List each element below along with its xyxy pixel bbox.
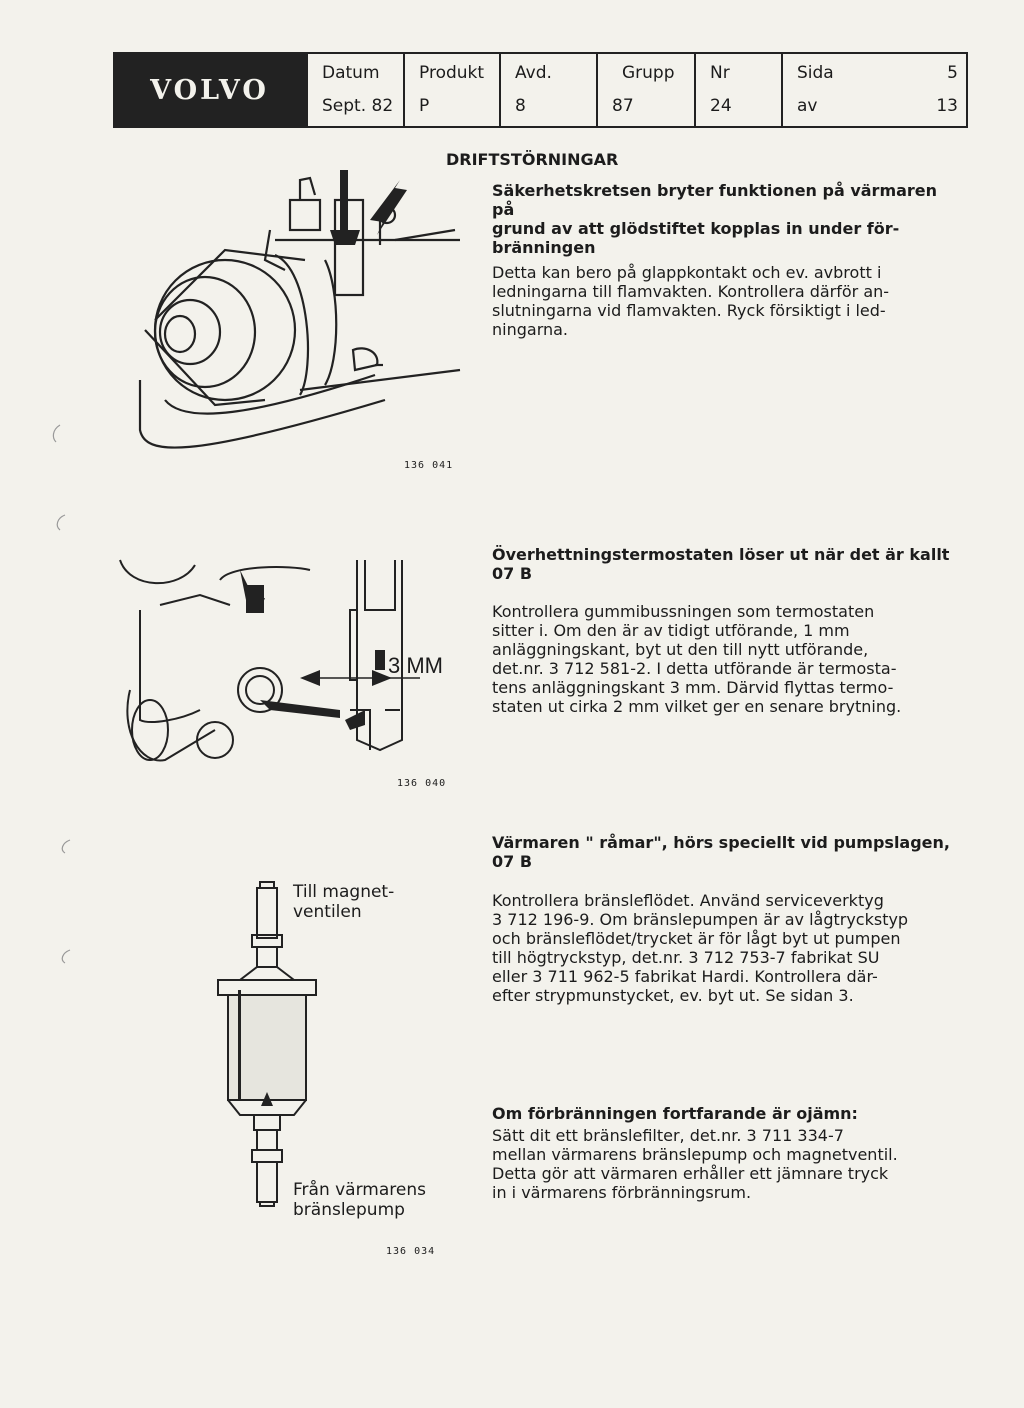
thermostat-illustration	[120, 550, 420, 775]
sida-cell	[781, 54, 966, 126]
figure2-number: 136 040	[397, 778, 447, 789]
section1-body	[492, 263, 962, 339]
section1-body-line: Detta kan bero på glappkontakt och ev. avbrott i	[492, 263, 882, 282]
filter-label-bottom	[293, 1180, 426, 1220]
figure1-number: 136 041	[404, 460, 454, 471]
grupp-label: Grupp	[622, 63, 675, 83]
avd-cell	[499, 54, 596, 126]
section4-body-line: Sätt dit ett bränslefilter, det.nr. 3 711 334-7	[492, 1126, 844, 1145]
section3-body-line: efter strypmunstycket, ev. byt ut. Se sidan 3.	[492, 986, 854, 1005]
section1-heading-line: grund av att glödstiftet kopplas in under för-	[492, 219, 900, 238]
datum-label: Datum	[322, 63, 380, 83]
filter-label-bottom-line: Från värmarens	[293, 1180, 426, 1200]
section4-body-line: mellan värmarens bränslepump och magnetventil.	[492, 1145, 898, 1164]
nr-cell	[694, 54, 781, 126]
filter-label-top-line: ventilen	[293, 902, 362, 922]
section3-body-line: 3 712 196-9. Om bränslepumpen är av lågtryckstyp	[492, 910, 909, 929]
section1-heading	[492, 181, 962, 257]
section2-body-line: staten ut cirka 2 mm vilket ger en senare brytning.	[492, 697, 902, 716]
section3-body-line: eller 3 711 962-5 fabrikat Hardi. Kontrollera där-	[492, 967, 878, 986]
section2-heading-line: Överhettningstermostaten löser ut när det är kallt	[492, 545, 950, 564]
section3-body-line: till högtryckstyp, det.nr. 3 712 753-7 fabrikat SU	[492, 948, 880, 967]
filter-label-top-line: Till magnet-	[293, 882, 395, 902]
section3-heading-line: 07 B	[492, 852, 533, 871]
grupp-cell	[596, 54, 694, 126]
av-label: av	[797, 96, 818, 116]
section2-body-line: tens anläggningskant 3 mm. Därvid flyttas termo-	[492, 678, 894, 697]
produkt-value: P	[419, 96, 430, 116]
section4-heading-line: Om förbränningen fortfarande är ojämn:	[492, 1104, 858, 1123]
sida-label: Sida	[797, 63, 834, 83]
filter-label-bottom-line: bränslepump	[293, 1200, 405, 1220]
section2-body-line: Kontrollera gummibussningen som termostaten	[492, 602, 875, 621]
section4-body-line: Detta gör att värmaren erhåller ett jämnare tryck	[492, 1164, 889, 1183]
section2-body-line: sitter i. Om den är av tidigt utförande, 1 mm	[492, 621, 850, 640]
binder-marks	[40, 420, 80, 980]
section1-body-line: ningarna.	[492, 320, 569, 339]
avd-value: 8	[515, 96, 526, 116]
section3-heading	[492, 833, 962, 871]
section2-heading-line: 07 B	[492, 564, 533, 583]
figure3-number: 136 034	[386, 1246, 436, 1257]
section3-heading-line: Värmaren " råmar", hörs speciellt vid pumpslagen,	[492, 833, 950, 852]
section3-body-line: Kontrollera bränsleflödet. Använd serviceverktyg	[492, 891, 884, 910]
datum-cell	[306, 54, 403, 126]
header-table	[306, 52, 968, 128]
filter-label-top	[293, 882, 394, 922]
section1-heading-line: Säkerhetskretsen bryter funktionen på värmaren på	[492, 181, 938, 219]
grupp-value: 87	[612, 96, 634, 116]
section3-body-line: och bränsleflödet/trycket är för lågt byt ut pumpen	[492, 929, 901, 948]
section1-body-line: ledningarna till flamvakten. Kontrollera därför an-	[492, 282, 890, 301]
sida-value: 5	[947, 63, 958, 83]
av-value: 13	[936, 96, 958, 116]
nr-value: 24	[710, 96, 732, 116]
avd-label: Avd.	[515, 63, 552, 83]
fuel-filter-illustration	[210, 880, 330, 1210]
section4-body	[492, 1126, 962, 1202]
produkt-cell	[403, 54, 499, 126]
page-title: DRIFTSTÖRNINGAR	[446, 150, 619, 169]
section1-body-line: slutningarna vid flamvakten. Ryck försiktigt i led-	[492, 301, 886, 320]
section2-heading	[492, 545, 962, 583]
produkt-label: Produkt	[419, 63, 485, 83]
section3-body	[492, 891, 962, 1005]
volvo-logo: VOLVO	[113, 52, 306, 128]
section2-body	[492, 602, 962, 716]
heater-illustration	[125, 160, 465, 470]
section2-body-line: det.nr. 3 712 581-2. I detta utförande är termosta-	[492, 659, 897, 678]
section4-body-line: in i värmarens förbränningsrum.	[492, 1183, 752, 1202]
section2-body-line: anläggningskant, byt ut den till nytt utförande,	[492, 640, 869, 659]
section1-heading-line: bränningen	[492, 238, 596, 257]
dimension-label: 3 MM	[388, 653, 443, 678]
nr-label: Nr	[710, 63, 730, 83]
datum-value: Sept. 82	[322, 96, 394, 116]
section4-heading	[492, 1104, 962, 1123]
